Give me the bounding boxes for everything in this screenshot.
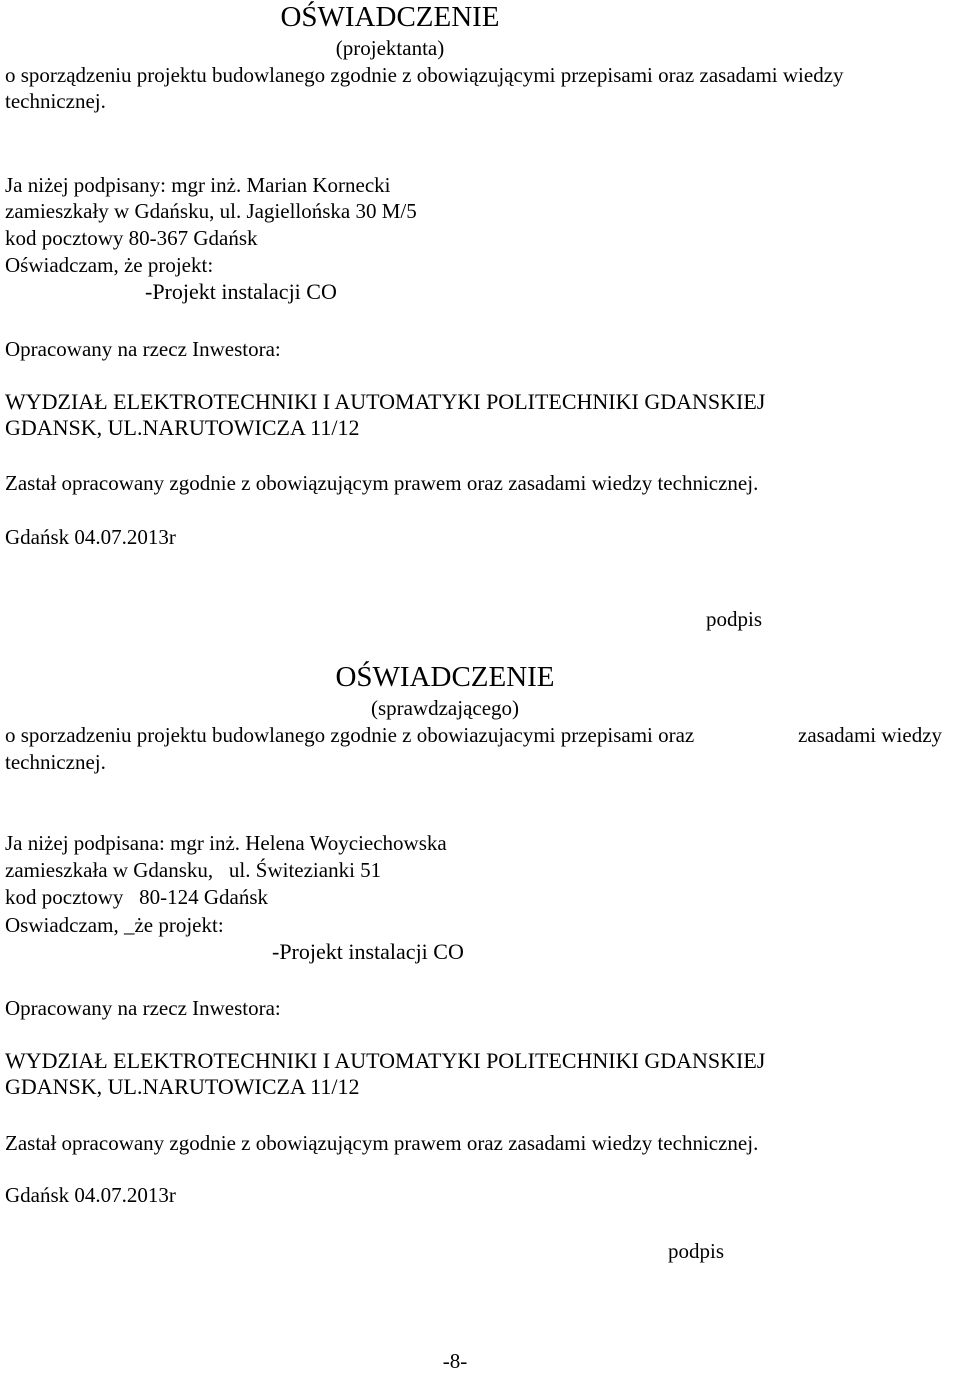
statement-intro-line-1: o sporządzeniu projektu budowlanego zgodnie z obowiązującymi przepisami oraz zasadami wiedzy xyxy=(5,63,844,87)
statement-intro-line-2: technicznej. xyxy=(5,89,106,113)
declaration-line: Oswiadczam, _że projekt: xyxy=(5,913,224,937)
signatory-name: Ja niżej podpisany: mgr inż. Marian Kornecki xyxy=(5,173,391,197)
place-and-date: Gdańsk 04.07.2013r xyxy=(5,1183,176,1207)
statement-subtitle: (sprawdzającego) xyxy=(370,696,520,720)
statement-subtitle: (projektanta) xyxy=(335,36,445,60)
investor-address: GDANSK, UL.NARUTOWICZA 11/12 xyxy=(5,1074,360,1099)
investor-label: Opracowany na rzecz Inwestora: xyxy=(5,996,281,1020)
investor-address: GDANSK, UL.NARUTOWICZA 11/12 xyxy=(5,415,360,440)
signatory-address: zamieszkała w Gdansku, ul. Świtezianki 51 xyxy=(5,858,382,882)
signatory-name: Ja niżej podpisana: mgr inż. Helena Woyciechowska xyxy=(5,831,447,855)
signatory-postal-code: kod pocztowy 80-124 Gdańsk xyxy=(5,885,269,909)
project-name: -Projekt instalacji CO xyxy=(272,939,464,964)
statement-intro-line-1-part-a: o sporzadzeniu projektu budowlanego zgodnie z obowiazujacymi przepisami oraz xyxy=(5,723,695,747)
investor-name: WYDZIAŁ ELEKTROTECHNIKI I AUTOMATYKI POLITECHNIKI GDANSKIEJ xyxy=(5,1048,766,1073)
compliance-statement: Zastał opracowany zgodnie z obowiązującym prawem oraz zasadami wiedzy technicznej. xyxy=(5,471,759,495)
signatory-postal-code: kod pocztowy 80-367 Gdańsk xyxy=(5,226,258,250)
place-and-date: Gdańsk 04.07.2013r xyxy=(5,525,176,549)
statement-title: OŚWIADCZENIE xyxy=(280,1,500,33)
page-number: -8- xyxy=(442,1349,468,1373)
declaration-line: Oświadczam, że projekt: xyxy=(5,253,214,277)
investor-label: Opracowany na rzecz Inwestora: xyxy=(5,337,281,361)
statement-intro-line-1-part-b: zasadami wiedzy xyxy=(798,723,943,747)
statement-intro-line-2: technicznej. xyxy=(5,750,106,774)
investor-name: WYDZIAŁ ELEKTROTECHNIKI I AUTOMATYKI POLITECHNIKI GDANSKIEJ xyxy=(5,389,766,414)
compliance-statement: Zastał opracowany zgodnie z obowiązującym prawem oraz zasadami wiedzy technicznej. xyxy=(5,1131,759,1155)
project-name: -Projekt instalacji CO xyxy=(145,279,337,304)
signature-label: podpis xyxy=(668,1239,725,1263)
statement-title: OŚWIADCZENIE xyxy=(335,661,555,693)
signature-label: podpis xyxy=(706,607,763,631)
statement-intro-line-1 xyxy=(0,722,960,748)
signatory-address: zamieszkały w Gdańsku, ul. Jagiellońska 30 M/5 xyxy=(5,199,417,223)
